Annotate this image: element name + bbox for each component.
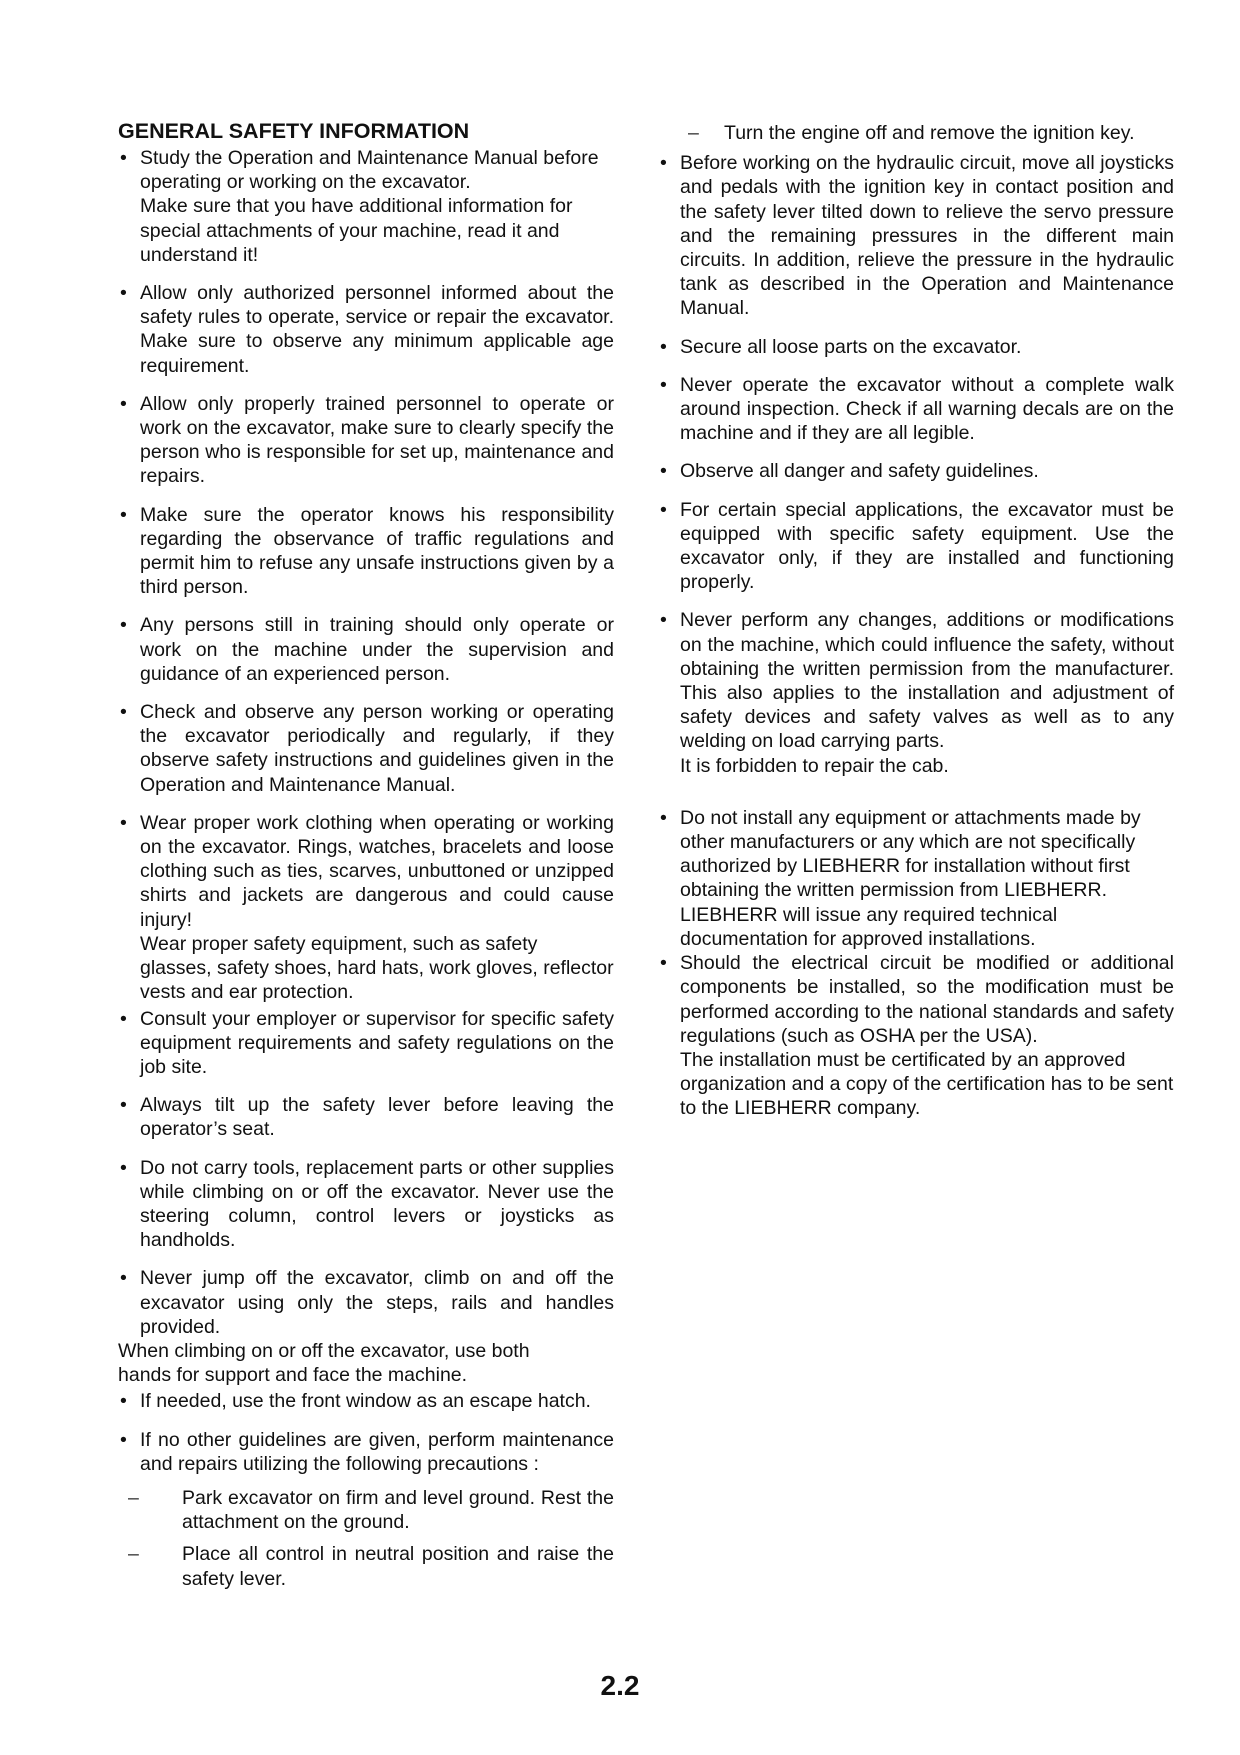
list-item-text: Before working on the hydraulic circuit, move all joysticks and pedals with the ignition key in contact position and the safety lever tilted down to relieve the servo pressure and the remaining pressures in the different main circuits. In addition, relieve the pressure in the hydraulic tank as described in the Operation and Maintenance Manual. bbox=[680, 152, 1174, 320]
list-item bbox=[118, 613, 614, 686]
right-column bbox=[658, 121, 1174, 1135]
list-item bbox=[118, 811, 614, 1005]
list-item bbox=[658, 459, 1174, 483]
list-item bbox=[118, 281, 614, 378]
precaution-item bbox=[658, 121, 1174, 145]
list-item-text: Consult your employer or supervisor for specific safety equipment requirements and safety regulations on the job site. bbox=[140, 1007, 614, 1078]
precautions-list bbox=[100, 1486, 614, 1591]
safety-list-left-2 bbox=[118, 1389, 614, 1476]
precaution-text: Turn the engine off and remove the ignition key. bbox=[724, 122, 1135, 144]
climbing-note: When climbing on or off the excavator, use both hands for support and face the machine. bbox=[118, 1339, 530, 1387]
list-item-text: If needed, use the front window as an escape hatch. bbox=[140, 1390, 591, 1413]
list-item bbox=[118, 1266, 614, 1339]
list-item bbox=[658, 335, 1174, 359]
list-item-text: • Study the Operation and Maintenance Manual before operating or working on the excavator. bbox=[140, 147, 599, 194]
list-item bbox=[118, 1007, 614, 1080]
precaution-text: Place all control in neutral position and raise the safety lever. bbox=[182, 1543, 614, 1590]
list-item bbox=[118, 503, 614, 600]
list-item-text: Never jump off the excavator, climb on and off the excavator using only the steps, rails and handles provided. bbox=[140, 1267, 614, 1338]
list-item bbox=[658, 951, 1174, 1120]
list-item-text: Check and observe any person working or operating the excavator periodically and regularly, if they observe safety instructions and guidelines given in the Operation and Maintenance Manual. bbox=[140, 701, 614, 796]
list-item-text: • Should the electrical circuit be modified or additional components be installed, so the modification must be performed according to the national standards and safety regulations (such as OSHA per the USA). bbox=[680, 952, 1174, 1047]
list-item-text: Never operate the excavator without a complete walk around inspection. Check if all warning decals are on the machine and if they are all legible. bbox=[680, 373, 1174, 445]
list-item-text: • Never perform any changes, additions or modifications on the machine, which could influence the safety, without obtaining the written permission from the manufacturer. This also applies to the installation and adjustment of safety devices and safety valves as well as to any welding on load carrying parts. bbox=[680, 609, 1174, 753]
list-item bbox=[658, 608, 1174, 777]
list-item bbox=[118, 1389, 614, 1413]
list-item-text: For certain special applications, the excavator must be equipped with specific safety equipment. Use the excavator only, if they are installed and functioning properly. bbox=[680, 498, 1174, 594]
safety-list-left bbox=[118, 146, 614, 1339]
list-item-text: Allow only authorized personnel informed about the safety rules to operate, service or repair the excavator. Make sure to observe any minimum applicable age requirement. bbox=[140, 282, 614, 377]
list-item-extra: LIEBHERR will issue any required technical documentation for approved installations. bbox=[680, 903, 1058, 950]
section-title: GENERAL SAFETY INFORMATION bbox=[118, 119, 470, 143]
list-item-text: Do not carry tools, replacement parts or other supplies while climbing on or off the excavator. Never use the steering column, control levers or joysticks as handholds. bbox=[140, 1156, 614, 1252]
precaution-item bbox=[100, 1486, 614, 1534]
page-number: 2.2 bbox=[600, 1670, 640, 1701]
list-item bbox=[658, 373, 1174, 446]
list-item bbox=[658, 806, 1174, 951]
list-item bbox=[118, 1428, 614, 1476]
list-item bbox=[118, 392, 614, 489]
list-item bbox=[658, 151, 1174, 320]
list-item-text: Allow only properly trained personnel to operate or work on the excavator, make sure to clearly specify the person who is responsible for set up, maintenance and repairs. bbox=[140, 392, 614, 488]
list-item bbox=[658, 498, 1174, 595]
list-item-extra: Wear proper safety equipment, such as safety glasses, safety shoes, hard hats, work gloves, reflector vests and ear protection. bbox=[140, 932, 614, 1004]
left-column bbox=[118, 118, 614, 1599]
precaution-item bbox=[100, 1542, 614, 1590]
list-item bbox=[118, 1156, 614, 1253]
list-item-text: • Do not install any equipment or attachments made by other manufacturers or any which are not specifically authorized by LIEBHERR for installation without first obtaining the written permission from LIEBHERR. bbox=[680, 806, 1141, 902]
list-item-text: Observe all danger and safety guidelines. bbox=[680, 460, 1039, 483]
list-item-text: • Wear proper work clothing when operating or working on the excavator. Rings, watches, bracelets and loose clothing such as ties, scarves, unbuttoned or unzipped shirts and jackets are dangerous and could cause injury! bbox=[140, 811, 614, 931]
list-item-extra: Make sure that you have additional information for special attachments of your machine, read it and understand it! bbox=[140, 195, 573, 266]
list-item-extra: The installation must be certificated by an approved organization and a copy of the certification has to be sent to the LIEBHERR company. bbox=[680, 1048, 1174, 1120]
precaution-text: Park excavator on firm and level ground. Rest the attachment on the ground. bbox=[182, 1486, 614, 1534]
list-item-text: Secure all loose parts on the excavator. bbox=[680, 335, 1022, 358]
list-item-text: Any persons still in training should only operate or work on the machine under the supervision and guidance of an experienced person. bbox=[140, 614, 614, 685]
list-item-text: If no other guidelines are given, perform maintenance and repairs utilizing the following precautions : bbox=[140, 1428, 614, 1475]
safety-list-right bbox=[658, 151, 1174, 1120]
dash-marker: – bbox=[688, 122, 699, 144]
list-item bbox=[118, 1093, 614, 1141]
list-item bbox=[118, 146, 614, 267]
list-item-extra: It is forbidden to repair the cab. bbox=[680, 754, 949, 777]
list-item-text: Make sure the operator knows his responsibility regarding the observance of traffic regulations and permit him to refuse any unsafe instructions given by a third person. bbox=[140, 503, 614, 599]
list-item bbox=[118, 700, 614, 797]
list-item-text: Always tilt up the safety lever before leaving the operator’s seat. bbox=[140, 1094, 614, 1141]
